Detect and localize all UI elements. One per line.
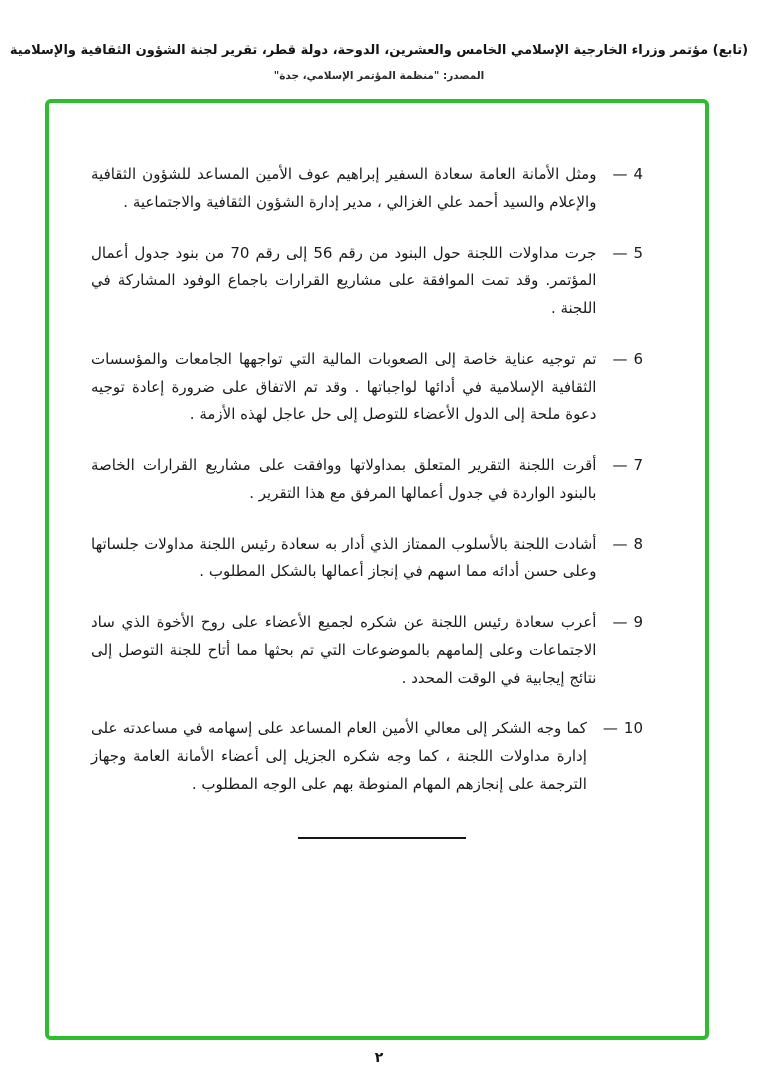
paragraph-text: تم توجيه عناية خاصة إلى الصعوبات المالية التي تواجهها الجامعات والمؤسسات الثقافية الإسلامية في أدائها لواجباتها . وقد تم الاتفاق على ضرورة إعادة توجيه دعوة ملحة إلى الدول الأعضاء للتوصل إلى حل عاجل لهذه الأزمة .: [91, 349, 597, 424]
paragraph-number: 8—: [612, 534, 643, 553]
paragraph-number: 7—: [612, 456, 643, 474]
document-frame: [45, 99, 709, 1040]
source-line: المصدر: "منظمة المؤتمر الإسلامي، جدة": [273, 70, 485, 83]
header-title: (تابع) مؤتمر وزراء الخارجية الإسلامي الخامس والعشرين، الدوحة، دولة قطر، تقرير لجنة الشؤون الثقافية والإسلامية: [9, 43, 749, 58]
paragraph-number: 9—: [612, 613, 643, 631]
paragraph-text: أعرب سعادة رئيس اللجنة عن شكره لجميع الأعضاء على روح الأخوة الذي ساد الاجتماعات وعلى إلمامهم بالموضوعات التي تم بحثها مما أتاح للجنة التوصل إلى نتائج إيجابية في الوقت المحدد .: [91, 613, 597, 687]
paragraph-number: 4—: [612, 165, 643, 183]
paragraph-text: أقرت اللجنة التقرير المتعلق بمداولاتها ووافقت على مشاريع القرارات الخاصة بالبنود الواردة في جدول أعمالها المرفق مع هذا التقرير .: [91, 456, 597, 502]
list-item: [91, 452, 643, 508]
list-item: [91, 240, 643, 323]
paragraph-text: جرت مداولات اللجنة حول البنود من رقم 56 إلى رقم 70 من بنود جدول أعمال المؤتمر. وقد تمت الموافقة على مشاريع القرارات باجماع الوفود المشاركة في اللجنة .: [91, 243, 597, 317]
list-item: [91, 531, 643, 587]
paragraph-text: ومثل الأمانة العامة سعادة السفير إبراهيم عوف الأمين المساعد للشؤون الثقافية والإعلام والسيد أحمد علي الغزالي ، مدير إدارة الشؤون الثقافية والاجتماعية .: [91, 165, 597, 211]
paragraph-list: [49, 103, 705, 799]
page-header: [0, 40, 758, 82]
paragraph-number: 10—: [602, 719, 643, 738]
list-item: [91, 609, 643, 692]
list-item: [91, 346, 643, 429]
list-item: [91, 161, 643, 217]
paragraph-text: كما وجه الشكر إلى معالي الأمين العام المساعد على إسهامه في مساعدته على إدارة مداولات اللجنة ، كما وجه شكره الجزيل إلى أعضاء الأمانة العامة وجهاز الترجمة على إنجازهم المهام المنوطة بهم على الوجه المطلوب .: [91, 719, 587, 793]
paragraph-number: 6—: [612, 349, 643, 368]
page-number: ٢: [374, 1050, 384, 1066]
list-item: [91, 715, 643, 798]
paragraph-number: 5—: [612, 243, 643, 262]
divider-line: [298, 837, 466, 839]
paragraph-text: أشادت اللجنة بالأسلوب الممتاز الذي أدار به سعادة رئيس اللجنة مداولات جلساتها وعلى حسن أدائه مما اسهم في إنجاز أعمالها بالشكل المطلوب .: [91, 534, 597, 581]
